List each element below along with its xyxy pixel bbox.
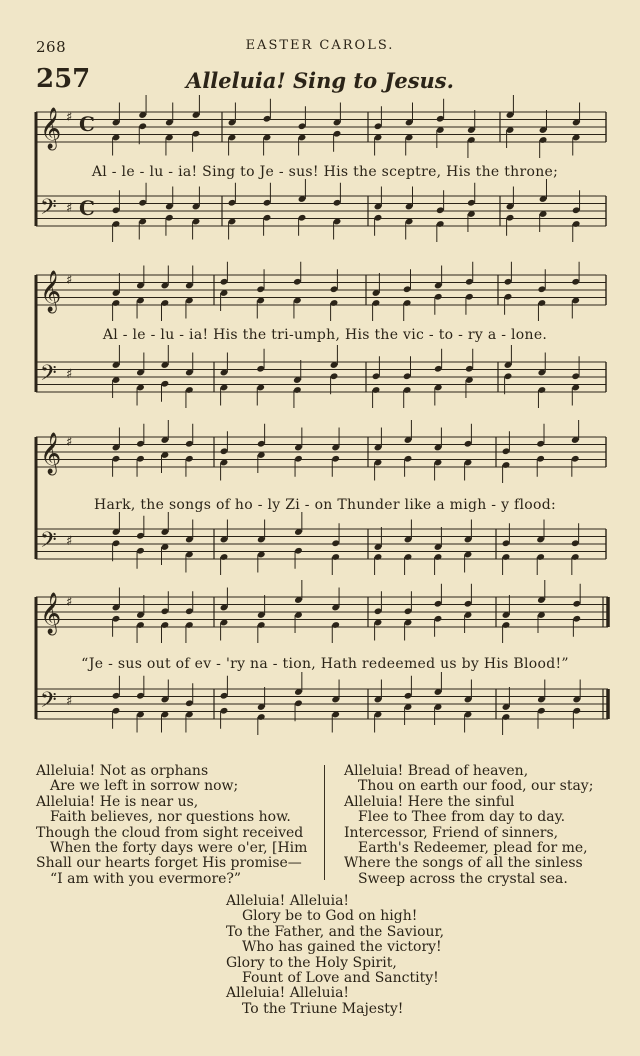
verse-line: Alleluia! Bread of heaven, — [344, 763, 529, 779]
verse-right — [344, 764, 593, 887]
key-signature-sharp: ♯ — [66, 694, 73, 709]
verse-line: To the Father, and the Saviour, — [226, 923, 445, 940]
treble-clef: 𝄞 — [40, 593, 62, 634]
verse-line: Thou on earth our food, our stay; — [358, 778, 594, 795]
verse-line: Alleluia! Not as orphans — [36, 763, 209, 779]
hymn-number: 257 — [36, 64, 91, 94]
verse-line: To the Triune Majesty! — [242, 1000, 404, 1017]
key-signature-sharp: ♯ — [66, 595, 73, 610]
lyric-line: “Je - sus out of ev - 'ry na - tion, Hath redeemed us by His Blood!” — [81, 656, 569, 672]
verse-line: Alleluia! Alleluia! — [226, 893, 350, 909]
verse-line: Fount of Love and Sanctity! — [242, 970, 439, 987]
verse-line: “I am with you evermore?” — [50, 870, 242, 887]
verse-line: Earth's Redeemer, plead for me, — [358, 840, 588, 857]
key-signature-sharp: ♯ — [66, 110, 73, 125]
key-signature-sharp: ♯ — [66, 534, 73, 549]
verse-line: Intercessor, Friend of sinners, — [344, 824, 559, 841]
lyric-line: Al - le - lu - ia! Sing to Je - sus! His the sceptre, His the throne; — [91, 164, 559, 180]
bass-clef: 𝄢 — [40, 195, 57, 225]
key-signature-sharp: ♯ — [66, 273, 73, 288]
lyric-line: Hark, the songs of ho - ly Zi - on Thunder like a migh - y flood: — [93, 497, 557, 513]
bass-clef: 𝄢 — [40, 361, 57, 391]
verse-final — [226, 894, 444, 1017]
treble-clef: 𝄞 — [40, 108, 62, 149]
verse-line: Though the cloud from sight received — [36, 824, 304, 841]
verse-line: Flee to Thee from day to day. — [358, 809, 566, 826]
running-head: EASTER CAROLS. — [245, 38, 395, 53]
verse-line: Shall our hearts forget His promise— — [36, 855, 302, 872]
lyric-line: Al - le - lu - ia! His the tri-umph, His the vic - to - ry a - lone. — [102, 327, 548, 343]
key-signature-sharp: ♯ — [66, 367, 73, 382]
key-signature-sharp: ♯ — [66, 435, 73, 450]
verse-line: Where the songs of all the sinless — [344, 855, 583, 872]
time-signature: C — [79, 196, 95, 220]
bass-clef: 𝄢 — [40, 528, 57, 558]
verse-line: Are we left in sorrow now; — [50, 778, 239, 795]
treble-clef: 𝄞 — [40, 433, 62, 474]
verse-line: Sweep across the crystal sea. — [358, 870, 568, 887]
treble-clef: 𝄞 — [40, 271, 62, 312]
time-signature: C — [79, 112, 95, 136]
verse-line: Alleluia! Alleluia! — [226, 985, 350, 1002]
column-divider — [324, 765, 325, 880]
verse-line: Alleluia! He is near us, — [36, 793, 199, 810]
hymn-title: Alleluia! Sing to Jesus. — [186, 68, 454, 93]
verse-line: Glory to the Holy Spirit, — [226, 954, 397, 971]
verse-left — [36, 764, 307, 887]
bass-clef: 𝄢 — [40, 688, 57, 718]
verse-line: When the forty days were o'er, [Him — [50, 840, 308, 857]
verse-line: Who has gained the victory! — [242, 939, 442, 956]
verse-line: Glory be to God on high! — [242, 908, 418, 925]
verse-line: Faith believes, nor questions how. — [50, 809, 291, 826]
page-number: 268 — [36, 38, 67, 56]
verse-line: Alleluia! Here the sinful — [344, 793, 515, 810]
key-signature-sharp: ♯ — [66, 201, 73, 216]
